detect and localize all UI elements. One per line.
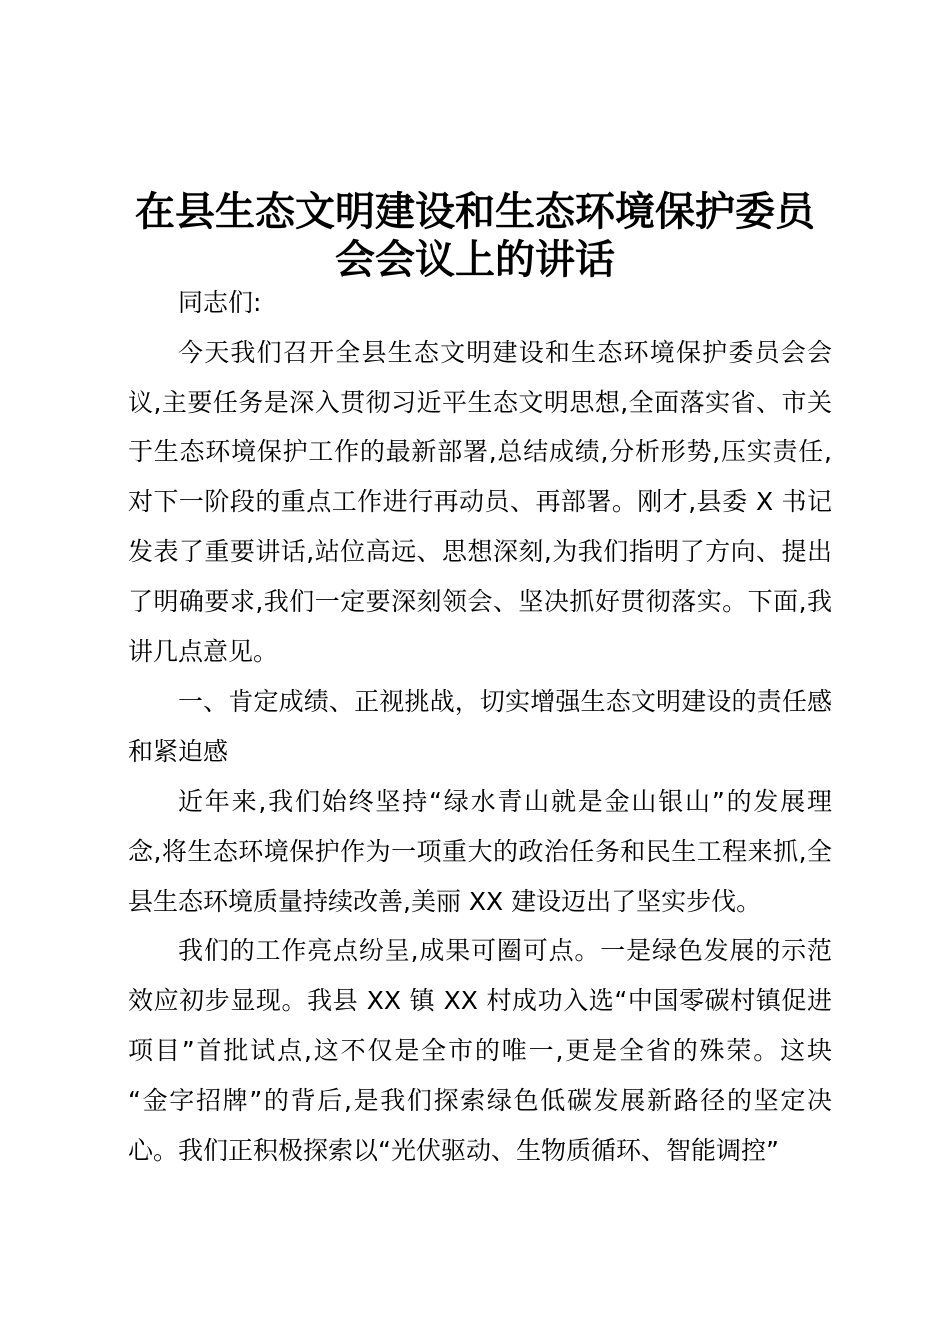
section-heading-1-line-2: 和紧迫感 <box>128 737 229 766</box>
paragraph-2-line-2: 念,将生态环境保护作为一项重大的政治任务和民生工程来抓,全 <box>128 837 832 866</box>
paragraph-1-line-6: 了明确要求,我们一定要深刻领会、坚决抓好贯彻落实。下面,我 <box>128 587 832 616</box>
paragraph-1-line-7: 讲几点意见。 <box>128 637 279 666</box>
paragraph-1-line-4: 对下一阶段的重点工作进行再动员、再部署。刚才,县委 X 书记 <box>128 487 832 516</box>
paragraph-2-line-3: 县生态环境质量持续改善,美丽 XX 建设迈出了坚实步伐。 <box>128 887 762 916</box>
paragraph-1-line-5: 发表了重要讲话,站位高远、思想深刻,为我们指明了方向、提出 <box>128 537 832 566</box>
paragraph-3-line-4: “金字招牌”的背后,是我们探索绿色低碳发展新路径的坚定决 <box>128 1086 832 1115</box>
document-title-line-2: 会会议上的讲话 <box>335 237 615 283</box>
paragraph-1-line-1: 今天我们召开全县生态文明建设和生态环境保护委员会会 <box>178 338 832 367</box>
paragraph-3-line-3: 项目”首批试点,这不仅是全市的唯一,更是全省的殊荣。这块 <box>128 1036 832 1065</box>
paragraph-3-line-1: 我们的工作亮点纷呈,成果可圈可点。一是绿色发展的示范 <box>178 936 832 965</box>
paragraph-1-line-3: 于生态环境保护工作的最新部署,总结成绩,分析形势,压实责任, <box>128 437 832 466</box>
paragraph-3-line-2: 效应初步显现。我县 XX 镇 XX 村成功入选“中国零碳村镇促进 <box>128 986 832 1015</box>
salutation: 同志们: <box>178 288 262 317</box>
paragraph-3-line-5: 心。我们正积极探索以“光伏驱动、生物质循环、智能调控” <box>128 1136 779 1165</box>
document-title-line-1: 在县生态文明建设和生态环境保护委员 <box>135 189 815 235</box>
section-heading-1-line-1: 一、肯定成绩、正视挑战，切实增强生态文明建设的责任感 <box>178 687 832 716</box>
paragraph-1-line-2: 议,主要任务是深入贯彻习近平生态文明思想,全面落实省、市关 <box>128 388 832 417</box>
paragraph-2-line-1: 近年来,我们始终坚持“绿水青山就是金山银山”的发展理 <box>178 787 832 816</box>
